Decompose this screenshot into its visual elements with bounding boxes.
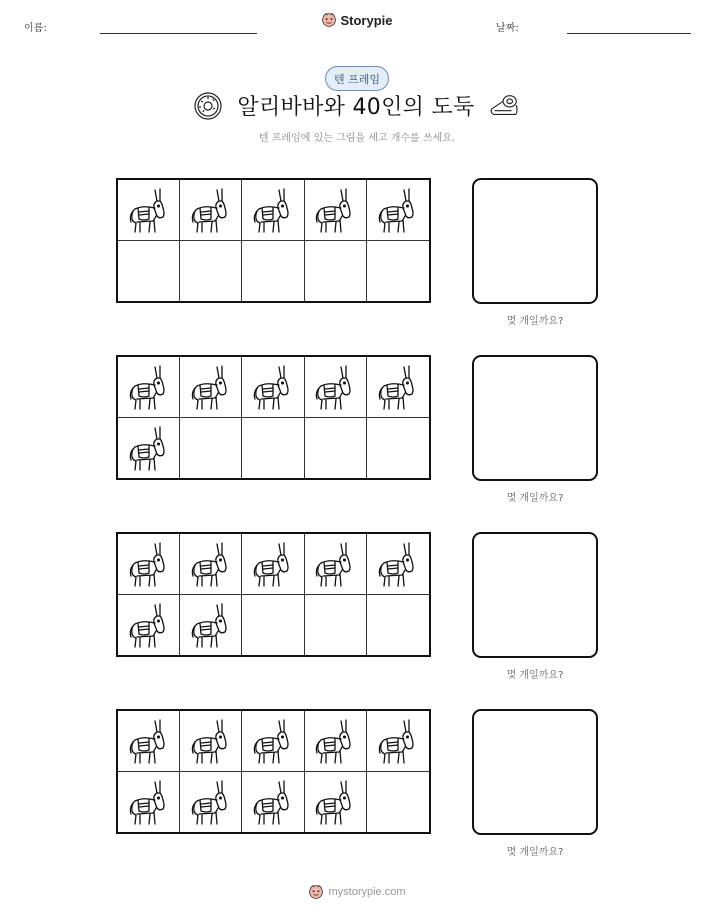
- ten-frame-cell: [180, 241, 242, 302]
- ten-frame-cell: [305, 595, 367, 656]
- ten-frame-cell: [118, 418, 180, 479]
- question-label: 몇 개일까요?: [506, 670, 564, 681]
- ten-frame-cell: [242, 534, 304, 595]
- ten-frame-cell: [305, 534, 367, 595]
- donkey-icon: [313, 540, 357, 588]
- ten-frame-cell: [180, 772, 242, 833]
- page-title: 알리바바와 40인의 도둑: [237, 95, 475, 120]
- ten-frame-cell: [367, 534, 429, 595]
- instructions: 텐 프레임에 있는 그림을 세고 개수를 쓰세요.: [258, 133, 456, 144]
- ten-frame-1: [116, 178, 431, 303]
- ten-frame-3: [116, 532, 431, 657]
- footer: [0, 884, 714, 900]
- ten-frame-2: [116, 355, 431, 480]
- donkey-icon: [127, 186, 171, 234]
- donkey-icon: [313, 186, 357, 234]
- ten-frame-cell: [305, 241, 367, 302]
- donkey-icon: [127, 363, 171, 411]
- donkey-icon: [189, 717, 233, 765]
- donkey-icon: [376, 717, 420, 765]
- donkey-icon: [127, 601, 171, 649]
- answer-box[interactable]: [472, 178, 598, 304]
- ten-frame-cell: [305, 772, 367, 833]
- ten-frame-cell: [367, 595, 429, 656]
- ten-frame-cell: [242, 595, 304, 656]
- date-label: 날짜:: [496, 23, 519, 34]
- donkey-icon: [189, 186, 233, 234]
- donkey-icon: [127, 540, 171, 588]
- question-label: 몇 개일까요?: [506, 316, 564, 327]
- answer-box[interactable]: [472, 355, 598, 481]
- donkey-icon: [189, 363, 233, 411]
- ten-frame-cell: [180, 595, 242, 656]
- name-label: 이름:: [24, 23, 47, 34]
- donkey-icon: [313, 778, 357, 826]
- category-badge: 텐 프레임: [325, 66, 389, 91]
- ten-frame-cell: [118, 241, 180, 302]
- ten-frame-cell: [305, 357, 367, 418]
- donkey-icon: [376, 186, 420, 234]
- question-label: 몇 개일까요?: [506, 493, 564, 504]
- storypie-mascot-icon: [321, 12, 337, 28]
- donkey-icon: [127, 778, 171, 826]
- ten-frame-cell: [367, 180, 429, 241]
- donkey-icon: [313, 363, 357, 411]
- scroll-icon: [489, 93, 521, 119]
- donkey-icon: [251, 778, 295, 826]
- name-field-line[interactable]: [100, 33, 257, 34]
- ten-frame-cell: [367, 357, 429, 418]
- footer-url[interactable]: mystorypie.com: [328, 886, 406, 898]
- ten-frame-cell: [118, 711, 180, 772]
- ten-frame-cell: [242, 418, 304, 479]
- ten-frame-cell: [118, 595, 180, 656]
- donkey-icon: [127, 717, 171, 765]
- ten-frame-cell: [242, 772, 304, 833]
- title-row: [0, 90, 714, 121]
- ten-frame-cell: [305, 711, 367, 772]
- ten-frame-cell: [367, 772, 429, 833]
- ten-frame-cell: [367, 711, 429, 772]
- donkey-icon: [251, 186, 295, 234]
- donkey-icon: [376, 540, 420, 588]
- ten-frame-cell: [180, 534, 242, 595]
- donkey-icon: [189, 778, 233, 826]
- donkey-icon: [189, 540, 233, 588]
- brand-logo: [0, 12, 714, 28]
- ten-frame-4: [116, 709, 431, 834]
- ten-frame-cell: [242, 357, 304, 418]
- donkey-icon: [251, 717, 295, 765]
- donkey-icon: [127, 424, 171, 472]
- donkey-icon: [251, 363, 295, 411]
- ten-frame-cell: [305, 180, 367, 241]
- ten-frame-cell: [180, 180, 242, 241]
- brand-name: Storypie: [340, 12, 393, 28]
- ten-frame-cell: [367, 241, 429, 302]
- question-label: 몇 개일까요?: [506, 847, 564, 858]
- ten-frame-cell: [242, 241, 304, 302]
- ten-frame-cell: [118, 180, 180, 241]
- ten-frame-cell: [180, 711, 242, 772]
- ten-frame-cell: [367, 418, 429, 479]
- storypie-mascot-icon: [308, 884, 324, 900]
- donkey-icon: [251, 540, 295, 588]
- date-field-line[interactable]: [567, 33, 691, 34]
- donkey-icon: [313, 717, 357, 765]
- ten-frame-cell: [180, 357, 242, 418]
- ten-frame-cell: [118, 357, 180, 418]
- ten-frame-cell: [242, 711, 304, 772]
- ten-frame-cell: [180, 418, 242, 479]
- ten-frame-cell: [118, 534, 180, 595]
- donkey-icon: [189, 601, 233, 649]
- answer-box[interactable]: [472, 709, 598, 835]
- donut-icon: [193, 91, 223, 121]
- donkey-icon: [376, 363, 420, 411]
- ten-frame-cell: [305, 418, 367, 479]
- ten-frame-cell: [118, 772, 180, 833]
- ten-frame-cell: [242, 180, 304, 241]
- answer-box[interactable]: [472, 532, 598, 658]
